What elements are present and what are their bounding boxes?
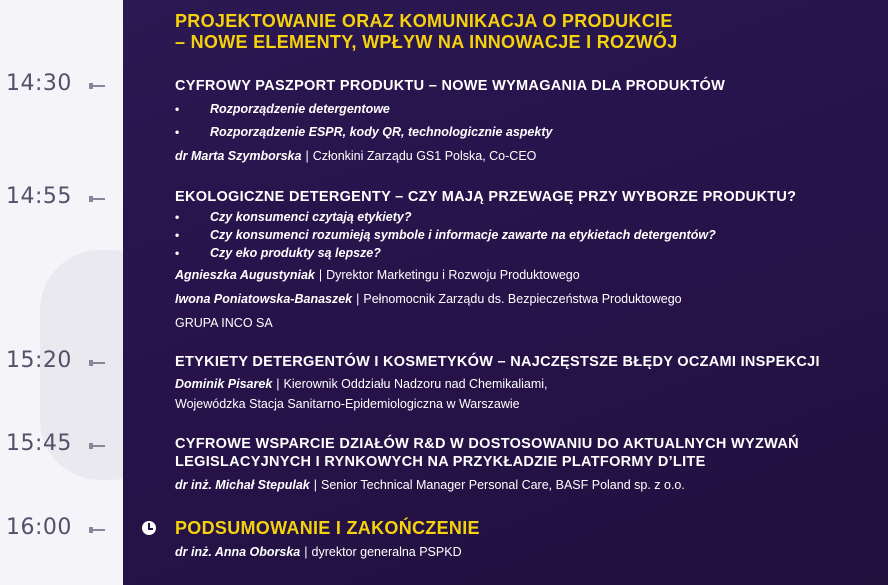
bullet-text: Rozporządzenie detergentowe (210, 102, 390, 116)
time-1455: 14:55 (6, 184, 72, 209)
bullet: • (175, 210, 180, 224)
speaker-line (175, 292, 682, 306)
tick-marker (89, 362, 105, 364)
clock-icon (142, 521, 156, 535)
time-1600: 16:00 (6, 515, 72, 540)
speaker-role: dyrektor generalna PSPKD (311, 545, 462, 559)
time-1430: 14:30 (6, 71, 72, 96)
session-title: EKOLOGICZNE DETERGENTY – CZY MAJĄ PRZEWAGĘ PRZY WYBORZE PRODUKTU? (175, 189, 797, 205)
speaker-line (175, 149, 536, 163)
bullet: • (175, 246, 180, 260)
bullet-text: Czy konsumenci czytają etykiety? (210, 210, 412, 224)
session-title: CYFROWE WSPARCIE DZIAŁÓW R&D W DOSTOSOWANIU DO AKTUALNYCH WYZWAŃ LEGISLACYJNYCH I RYNKOWYCH NA PRZYKŁADZIE PLATFORMY D’LITE (175, 436, 799, 470)
separator: | (356, 292, 360, 306)
speaker-role: Kierownik Oddziału Nadzoru nad Chemikaliami, (283, 377, 548, 391)
speaker-role: Senior Technical Manager Personal Care, BASF Poland sp. z o.o. (321, 478, 685, 492)
session-title-final: PODSUMOWANIE I ZAKOŃCZENIE (175, 518, 480, 538)
speaker-name: Dominik Pisarek (175, 377, 273, 391)
separator: | (318, 268, 323, 282)
bullet: • (175, 125, 180, 139)
speaker-name: dr inż. Anna Oborska (175, 545, 301, 559)
tick-marker (89, 529, 105, 531)
speaker-organization: Wojewódzka Stacja Sanitarno-Epidemiologiczna w Warszawie (175, 397, 520, 411)
time-1545: 15:45 (6, 431, 72, 456)
speaker-role: Pełnomocnik Zarządu ds. Bezpieczeństwa Produktowego (363, 292, 682, 306)
section-title: PROJEKTOWANIE ORAZ KOMUNIKACJA O PRODUKCIE – NOWE ELEMENTY, WPŁYW NA INNOWACJE I ROZWÓJ (175, 11, 678, 52)
bullet-text: Rozporządzenie ESPR, kody QR, technologicznie aspekty (210, 125, 553, 139)
bullet: • (175, 228, 180, 242)
speaker-role: Dyrektor Marketingu i Rozwoju Produktowego (326, 268, 580, 282)
bullet: • (175, 102, 180, 116)
separator: | (305, 149, 309, 163)
speaker-line (175, 478, 685, 492)
speaker-name: dr inż. Michał Stepulak (175, 478, 310, 492)
tick-marker (89, 198, 105, 200)
session-title: ETYKIETY DETERGENTÓW I KOSMETYKÓW – NAJCZĘSTSZE BŁĘDY OCZAMI INSPEKCJI (175, 354, 820, 370)
speaker-name: Iwona Poniatowska-Banaszek (175, 292, 353, 306)
separator: | (313, 478, 317, 492)
separator: | (276, 377, 280, 391)
time-1520: 15:20 (6, 348, 72, 373)
speaker-line (175, 545, 462, 559)
speaker-line (175, 377, 548, 391)
session-title: CYFROWY PASZPORT PRODUKTU – NOWE WYMAGANIA DLA PRODUKTÓW (175, 78, 726, 94)
bullet-text: Czy eko produkty są lepsze? (210, 246, 381, 260)
speaker-organization: GRUPA INCO SA (175, 316, 273, 330)
speaker-name: dr Marta Szymborska (175, 149, 302, 163)
speaker-name: Agnieszka Augustyniak (175, 268, 315, 282)
speaker-role: Członkini Zarządu GS1 Polska, Co-CEO (312, 149, 537, 163)
tick-marker (89, 445, 105, 447)
separator: | (304, 545, 308, 559)
tick-marker (89, 85, 105, 87)
speaker-line (175, 268, 580, 282)
bullet-text: Czy konsumenci rozumieją symbole i informacje zawarte na etykietach detergentów? (210, 228, 716, 242)
